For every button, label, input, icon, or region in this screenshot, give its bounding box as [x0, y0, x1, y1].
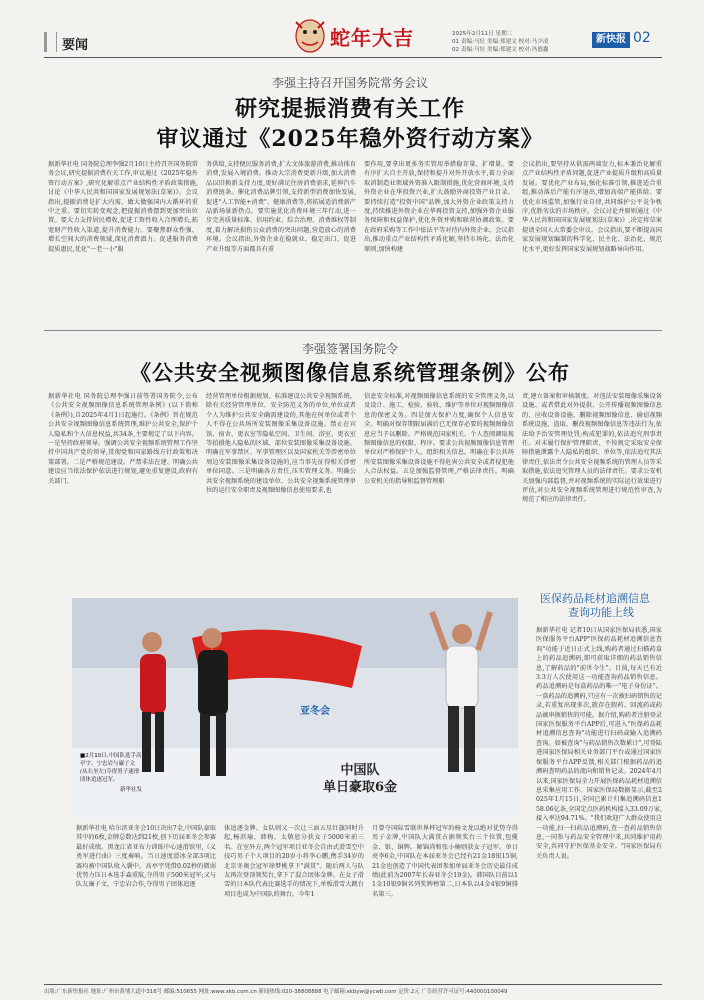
story2-col-4: 责,建立备案和审核制度。对违法安装图像采集设备设施、或者借此对外提供、公开传播视频图像信息的、应收设备设施、删除视频图像信息、偷窃视频系统设施、盗取、删改视频图像信息等违法行为,依法给予治安管理处罚;构成犯罪的,依法追究刑事责任。对未履行保护管理职责、不按规定采取安全保障措施泄露个人隐私的组织、单位等,依法追究其法律责任,依法责令公共安全视频系统的管理人员等采取措施,依法追究管理人员的法律责任。要求公安机关加强内部监督,并对视频系统的实际运行效果进行评估,对公共安全视频系统管理进行规范性审查,为规范了相应的法律责任。: [522, 393, 662, 504]
story1-kicker: 李强主持召开国务院常务会议: [271, 76, 428, 90]
photo-caption: [80, 752, 142, 794]
sidebar-title-2: 查询功能上线: [568, 606, 634, 619]
story2-col-2: 经营管理单位根据规划、标准建设公共安全视频系统。除有关经营管理单位、安全防范义务的单位,单位或者个人为维护公共安全确需建设的,其他在何单位或者个人不得在公共场所安装图像采集设备设施。禁止在宾馆、宿舍、更衣室等隐私空间、卫生间、浴室、更衣室等拍摄他人隐私的区域、部位安装图像采集设备设施。明确在军事禁区、军事管理区以及国家机关等涉密单位周边安装图像采集设备设施的,应当事先征得相关涉密单位同意。三是明确各方责任,压实管理义务。明确公共安全视频系统的建设单位、公共安全视频系统管理单位的运行安全职责及视频图像信息使用要求,也: [206, 393, 356, 495]
masthead-text: 蛇年大吉: [330, 26, 414, 50]
story3-headline-1: 中国队: [340, 763, 380, 778]
brand-badge: 新快报: [592, 32, 630, 48]
sidebar-title-1: 医保药品耗材追溯信息: [540, 592, 650, 605]
header-rule: [44, 57, 662, 58]
story3-col-2: 体追逐金牌。女队则又一次让三面五星红旗同时升起,杨滨瑜、韩梅、太敬恩分获女子5000米前三名。在室外方,两个冠军项目亚冬会自由式滑雪空中技巧男子个人项目的20岁小将李心鹏,携手34岁的北京冬奥会冠军徐梦桃拿下"满贯"。随后两人与队友再次登顶领奖台,拿下了混合团体金牌。在女子滑雪的日本队代表比赛选手的情况下,单板滑雪大跳台项目也成为中国队的舞台。今年1: [224, 825, 364, 898]
story2-col-3: 信息安全标准,对视频图像信息系统的安全管理义务,以及设计、施工、检验、验收、维护等单位对视频图像信息的保密义务。四是加大保护力度,确保个人信息安全。明确对保存期限届满后已无保存必要的视频图像信息应当予以删除。严格规范国家机关、个人查阅调取视频图像信息的权限、程序。要求公共视频图像信息管理单位对严格保护个人、组织相关信息。明确在非公共场所安装图像采集设备设施不得危害公共安全或者侵犯他人合法权益。五是加强监督管理,严格法律责任。明确公安机关的指导和监督管理职: [364, 393, 514, 485]
meta-date: 2025年2月11日 星期二: [452, 31, 513, 37]
header-bar-thin: [56, 32, 57, 52]
story3-col-1: 据新华社电 哈尔滨亚冬会10日决出7金,中国队豪取其中的6枚,金牌总数达到21枚,创下历届亚冬会参赛最好成绩。黑龙江省亚布力训练中心速滑馆里,《义勇军进行曲》三度奏响。当日速度滑冰全部3项比赛均被中国队收入囊中。高亭宇凭借0.02秒的微弱优势力压日本选手森重航,夺得男子500米冠军;又与队友廉子文、宁忠岩合作,夺得男子团体追逐: [76, 825, 216, 889]
section-label: 要闻: [62, 38, 89, 53]
story1-headline-1: 研究提振消费有关工作: [234, 96, 465, 122]
photo-caption-text: ■2月10日,中国队选手高亭宇、宁忠岩与廉子文(从右至左)夺得男子速滑团体追逐冠军。: [80, 753, 142, 783]
story2-headline: 《公共安全视频图像信息系统管理条例》公布: [130, 360, 570, 385]
story1-col-4: 会议指出,要坚持从供需两端发力,标本兼治化解重点产业结构性矛盾问题,促进产业提质升级和高质量发展。要优化产业布局,强化标准引领,推进适合重组,推动落后产能有序退出,增加高端产能供给。要优化市场监管,加强行业自律,共同维护公平竞争秩序,优胜劣汰的市场秩序。会议讨论并原则通过《中华人民共和国国家发展规划法(草案)》,决定将草案提请全国人大常委会审议。会议指出,要不断提高国家发展规划编制的科学化、民主化、法治化、规范化水平,更好发挥国家发展规划战略导向作用。: [522, 161, 662, 253]
meta-line-2: 02 责编:马壮 美编:郑建文 校对:冯德鑫: [452, 47, 549, 53]
sidebar-title: [540, 592, 660, 620]
story1-headline-2: 审议通过《2025年稳外资行动方案》: [156, 126, 544, 152]
story3-headline: [300, 762, 420, 796]
page-number: 02: [633, 30, 651, 46]
story1-col-2: 务供给,支持便民服务消费,扩大文体旅游消费,推动体育消费,发展入境消费。推动大宗消费更新升级,加大消费品以旧换新支持力度,更好满足住房消费需求,延伸汽车消费链条。催化消费品牌引领,支持新型消费加快发展,促进"人工智能+消费"、健康消费等,将拓展适消费新产品新场景新热点。要实施优化消费环境三年行动,进一步完善质量标准、信用约束、综合治理、消费维权等制度,着力解决损伤公众消费的突出问题,营造放心的消费环境。会议指出,外资企业在稳就业、稳定出口、促进产业升级等方面都具有重: [206, 161, 356, 253]
story2-col-1: 据新华社电 国务院总理李强日前签署国务院令,公布《公共安全视频图像信息系统管理条例》(以下简称《条例》),自2025年4月1日起施行。《条例》旨在规范公共安全视频图像信息系统管理,维护公共安全,保护个人隐私和个人信息权益,共34条,主要规定了以下内容。一是坚持政府领导。强调公共安全视频系统管理工作坚持中国共产党的领导,贯彻党和国家路线方针政策和决策部署。二是严格规范建设。严禁非法在建、明确公共建设应当依法保护依法进行规划,避免重复建设,政府有关部门、: [48, 393, 198, 485]
story3-headline-2: 单日豪取6金: [322, 780, 398, 795]
photo-credit: 新华社发: [119, 787, 142, 793]
story1-col-1: 据新华社电 国务院总理李强2月10日主持召开国务院常务会议,研究提振消费有关工作,审议通过《2025年稳外资行动方案》,研究化解重点产业结构性矛盾政策措施,讨论《中华人民共和国国家发展规划法(草案)》。会议指出,提振消费是扩大内需、做大做强国内大循环的重中之重。要切实转变观念,把提振消费摆到更加突出位置。要大力支持居民增收,促进工资性收入合理增长,拓宽财产性收入渠道,提升消费能力。要聚焦群众性强、增长空间大的消费领域,深化消费潜力。促进服务消费提质惠民,优化"一老一小"服: [48, 161, 198, 253]
masthead-logo: [290, 12, 440, 58]
story2-kicker: 李强签署国务院令: [301, 342, 398, 356]
footer-info: 出版:广东新快报社 地址:广州市黄埔大道中316号 邮编:510655 网址:www.xkb.com.cn 新闻热线:020-38808888 电子邮箱:xkbyw@ycwb.com 定价:2元 广告经营许可证号:440000100049: [44, 984, 662, 995]
sidebar-body: 据新华社电 记者10日从国家医保局获悉,国家医保服务平台APP"医保药品耗材追溯信息查询"功能于近日正式上线,购药者通过扫描药盒上的药品追溯码,即可获取详细的药品销售信息,了解药品的"前世今生"。目前,每天已有近3.3万人次使用这一功能查询药品销售信息。药品追溯码是每盒药品的唯一"电子身份证"。一盒药品的追溯码,只应有一次被扫码销售的记录,若重复出现多次,就存在假药、回流药或药品被串换销售的可能。据介绍,购药者注册登录国家医保服务平台APP后,可进入"医保药品耗材追溯信息查询"功能进行扫码或输入追溯码查询。如被查询"与药品销售次数累计",可登陆进国家医保局相关业务部门平台或通过国家医保服务平台APP反馈,相关部门根据药品的追溯码查明药品的流向和销售记录。2024年4月以来,国家医保局全力开展医保药品耗材追溯信息采集应用工作。国家医保局数据显示,截至2025年1月15日,全国已累计归集追溯码信息158.06亿条,全国定点医药机构接入33.09万家,接入率达94.71%。"我们欢迎广大群众使用这一功能,扫一扫药品追溯码,查一查药品销售信息,一同参与药品安全管理中来,共同维护用药安全,共同守护医保基金安全。"国家医保局有关负责人说。: [536, 627, 662, 860]
issue-meta: [452, 30, 548, 54]
asian-games-logo: 亚冬会: [300, 706, 330, 717]
story3-col-3: 月曾夺国际雪联世界杯冠军的杨文龙以绝对优势夺得男子金牌,中国队大满贯占据领奖台三个位置,包揽金、银、铜牌。解锦尚和张小楠则获女子冠军。单日亮李6金,中国队在本届亚冬会已经有21金18银15铜,21金也创造了中国代表团参加单届亚冬会历史最佳成绩(此前为2007年长春亚冬会19金)。韩国队目前以11金10银9铜名列奖牌榜第二,日本队以4金4银9铜排名第三。: [372, 825, 518, 898]
header-bar-thick: [44, 32, 47, 52]
story-divider-1: [44, 330, 662, 331]
story1-col-3: 要作用,要拿出更多务实管用举措稳存量、扩增量。要有序扩大自主开放,保持和提升对外开放水平,着力全面取消制造业领域外资准入限制措施,优化营商环境,支持外资企业在华投资兴业,扩大鼓励外商投资产业目录。要持续打造"投资中国"品牌,加大外资企业政策支持力度,持续推进外资企业在华再投资支持,加强外资企业服务保障和权益保护,优化外资并购和联营协调政策。要在政府采购等工作中依法平等对待内外资企业。会议指出,推动重点产业结构性矛盾化解,坚持市场化、法治化原则,加快构建: [364, 161, 514, 253]
meta-line-1: 01 责编:马壮 美编:郑建文 校对:马少凌: [452, 39, 549, 45]
